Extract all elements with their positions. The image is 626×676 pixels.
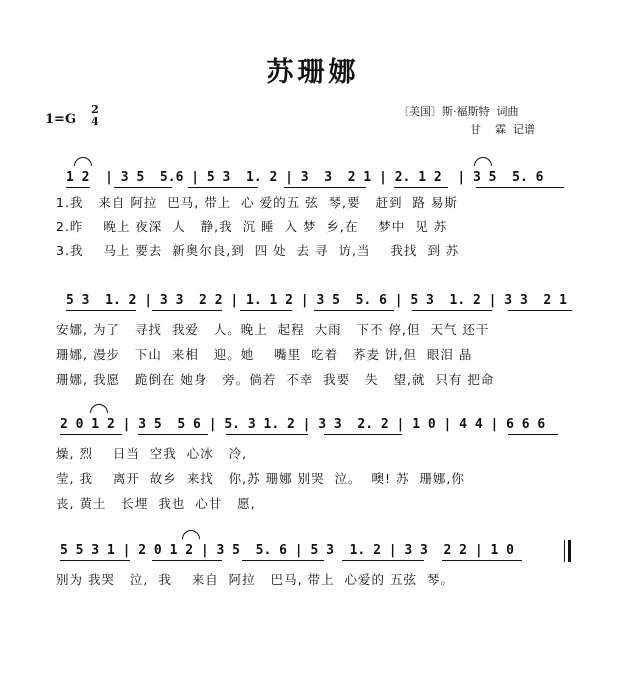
lyric-verse-2: 莹, 我 离开 故乡 来找 你,苏 珊娜 别哭 泣。 噢! 苏 珊娜,你 xyxy=(56,471,465,486)
tie-mark xyxy=(474,157,492,166)
beam-line xyxy=(284,187,366,188)
lyric-verse-2: 珊娜, 漫步 下山 来相 迎。她 嘴里 吃着 荞麦 饼,但 眼泪 晶 xyxy=(56,347,473,362)
key-signature: 1=G xyxy=(45,112,77,127)
staff-system-4 xyxy=(56,540,576,586)
staff-system-3 xyxy=(56,414,576,511)
beam-line xyxy=(242,560,324,561)
beam-line xyxy=(508,434,558,435)
beam-line xyxy=(442,560,522,561)
beam-line xyxy=(152,560,222,561)
beam-line xyxy=(342,560,424,561)
notes-line: 5 3 1. 2 | 3 3 2 2 | 1. 1 2 | 3 5 5. 6 | 5 3 1. 2 | 3 3 2 1 xyxy=(66,293,567,308)
staff-system-1 xyxy=(56,167,576,258)
notes-line: 5 5 3 1 | 2 0 1 2 | 3 5 5. 6 | 5 3 1. 2 | 3 3 2 2 | 1 0 xyxy=(60,543,514,558)
final-barline-thin xyxy=(564,540,565,562)
lyric-verse-3: 3.我 马上 要去 新奥尔良,到 四 处 去 寻 访,当 我找 到 苏 xyxy=(56,243,460,258)
beam-line xyxy=(138,434,208,435)
credit-transcriber: 甘 霖 记谱 xyxy=(470,123,535,136)
song-title: 苏珊娜 xyxy=(266,57,360,88)
notes-line: 1 2 | 3 5 5.6 | 5 3 1. 2 | 3 3 2 1 | 2. 1 2 | 3 5 5. 6 xyxy=(66,170,544,185)
lyric-verse-1: 安娜, 为了 寻找 我爱 人。晚上 起程 大雨 下不 停,但 天气 还干 xyxy=(56,322,490,337)
final-barline-thick xyxy=(568,540,571,562)
lyric-verse-1: 1.我 来自 阿拉 巴马, 带上 心 爱的五 弦 琴,要 赶到 路 易斯 xyxy=(56,195,458,210)
lyric-verse-1: 燥, 烈 日当 空我 心冰 冷, xyxy=(56,446,248,461)
beam-line xyxy=(412,310,492,311)
beam-line xyxy=(152,310,222,311)
beam-line xyxy=(60,434,122,435)
tie-mark xyxy=(74,157,92,166)
staff-system-2 xyxy=(56,290,576,387)
beam-line xyxy=(324,434,402,435)
beam-line xyxy=(188,187,258,188)
beam-line xyxy=(226,434,308,435)
lyric-verse-3: 珊娜, 我愿 跪倒在 她身 旁。倘若 不幸 我要 失 望,就 只有 把命 xyxy=(56,372,495,387)
beam-line xyxy=(114,187,172,188)
beam-line xyxy=(66,310,136,311)
beam-line xyxy=(60,560,130,561)
beam-line xyxy=(314,310,394,311)
beam-line xyxy=(394,187,448,188)
time-signature-bottom: 4 xyxy=(91,115,99,128)
lyric-verse-3: 丧, 黄土 长埋 我也 心甘 愿, xyxy=(56,496,256,511)
notes-line: 2 0 1 2 | 3 5 5 6 | 5. 3 1. 2 | 3 3 2. 2 | 1 0 | 4 4 | 6 6 6 xyxy=(60,417,546,432)
beam-line xyxy=(240,310,292,311)
lyric-verse-2: 2.昨 晚上 夜深 人 静,我 沉 睡 入 梦 乡,在 梦中 见 苏 xyxy=(56,219,448,234)
time-signature-top: 2 xyxy=(91,103,99,116)
lyric-verse-1: 别为 我哭 泣, 我 来自 阿拉 巴马, 带上 心爱的 五弦 琴。 xyxy=(56,572,454,587)
beam-line xyxy=(508,310,572,311)
time-signature xyxy=(90,104,100,128)
tie-mark xyxy=(90,404,108,413)
beam-line xyxy=(476,187,564,188)
tie-mark xyxy=(182,530,200,539)
credit-composer: 〔美国〕斯·福斯特 词曲 xyxy=(398,105,519,118)
beam-line xyxy=(66,187,90,188)
